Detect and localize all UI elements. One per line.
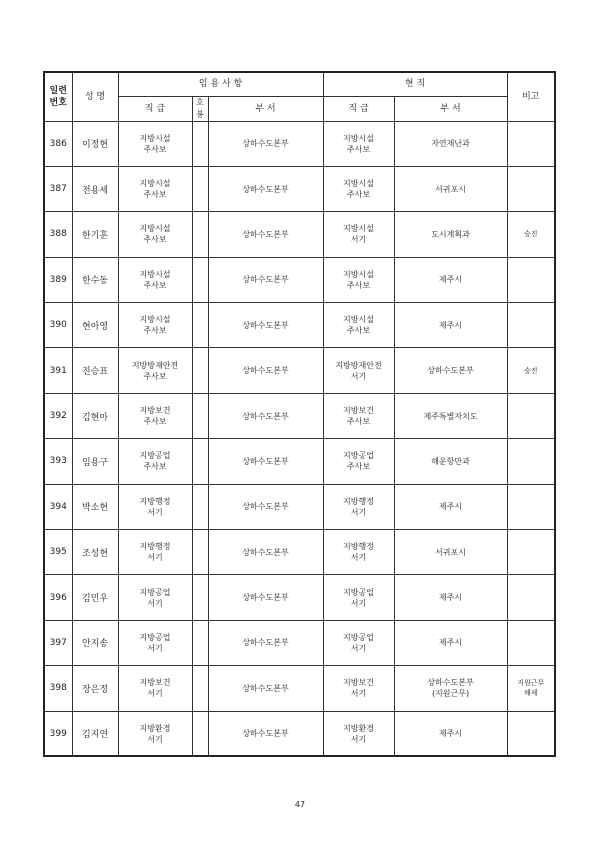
name-cell: 진승표 bbox=[72, 348, 118, 393]
hobong-cell bbox=[192, 393, 208, 438]
table-row bbox=[44, 257, 555, 302]
hobong-cell bbox=[192, 484, 208, 529]
remarks-cell: 승진 bbox=[507, 348, 555, 393]
name-cell: 한기훈 bbox=[72, 212, 118, 257]
current-department-cell: 제주시 bbox=[394, 620, 507, 665]
serial-number-cell: 393 bbox=[44, 439, 72, 484]
personnel-appointment-table bbox=[43, 71, 556, 757]
appointment-department-cell: 상하수도본부 bbox=[208, 212, 323, 257]
current-department-cell: 상하수도본부 (지원근무) bbox=[394, 666, 507, 711]
current-grade-cell: 지방행정 서기 bbox=[323, 484, 394, 529]
name-cell: 안지송 bbox=[72, 620, 118, 665]
remarks-cell bbox=[507, 257, 555, 302]
current-department-cell: 서귀포시 bbox=[394, 166, 507, 211]
remarks-cell: 승진 bbox=[507, 212, 555, 257]
hobong-cell bbox=[192, 530, 208, 575]
appointment-department-cell: 상하수도본부 bbox=[208, 348, 323, 393]
hobong-cell bbox=[192, 166, 208, 211]
table-row bbox=[44, 166, 555, 211]
header-remarks: 비고 bbox=[507, 72, 555, 121]
table-row bbox=[44, 303, 555, 348]
remarks-cell bbox=[507, 575, 555, 620]
header-department: 부 서 bbox=[208, 96, 323, 121]
table-row bbox=[44, 666, 555, 711]
table-row bbox=[44, 484, 555, 529]
appointment-grade-cell: 지방환경 서기 bbox=[118, 711, 192, 756]
table-row bbox=[44, 393, 555, 438]
name-cell: 김현아 bbox=[72, 393, 118, 438]
table-row bbox=[44, 121, 555, 166]
current-department-cell: 제주특별자치도 bbox=[394, 393, 507, 438]
appointment-department-cell: 상하수도본부 bbox=[208, 711, 323, 756]
name-cell: 조성현 bbox=[72, 530, 118, 575]
current-department-cell: 제주시 bbox=[394, 303, 507, 348]
appointment-grade-cell: 지방행정 서기 bbox=[118, 530, 192, 575]
serial-number-cell: 390 bbox=[44, 303, 72, 348]
remarks-cell bbox=[507, 303, 555, 348]
serial-number-cell: 396 bbox=[44, 575, 72, 620]
hobong-cell bbox=[192, 711, 208, 756]
page-number: 47 bbox=[294, 800, 306, 809]
appointment-grade-cell: 지방행정 서기 bbox=[118, 484, 192, 529]
hobong-cell bbox=[192, 303, 208, 348]
appointment-department-cell: 상하수도본부 bbox=[208, 257, 323, 302]
serial-number-cell: 398 bbox=[44, 666, 72, 711]
name-cell: 박소현 bbox=[72, 484, 118, 529]
remarks-cell bbox=[507, 166, 555, 211]
appointment-grade-cell: 지방보건 서기 bbox=[118, 666, 192, 711]
current-department-cell: 자연재난과 bbox=[394, 121, 507, 166]
remarks-cell: 지원근무 해제 bbox=[507, 666, 555, 711]
appointment-grade-cell: 지방시설 주사보 bbox=[118, 257, 192, 302]
appointment-department-cell: 상하수도본부 bbox=[208, 620, 323, 665]
appointment-grade-cell: 지방공업 서기 bbox=[118, 620, 192, 665]
current-department-cell: 도시계획과 bbox=[394, 212, 507, 257]
current-department-cell: 해운항만과 bbox=[394, 439, 507, 484]
remarks-cell bbox=[507, 484, 555, 529]
name-cell: 전용세 bbox=[72, 166, 118, 211]
appointment-department-cell: 상하수도본부 bbox=[208, 484, 323, 529]
appointment-department-cell: 상하수도본부 bbox=[208, 439, 323, 484]
header-grade: 직 급 bbox=[118, 96, 192, 121]
hobong-cell bbox=[192, 212, 208, 257]
current-grade-cell: 지방공업 주사보 bbox=[323, 439, 394, 484]
current-grade-cell: 지방보건 서기 bbox=[323, 666, 394, 711]
serial-number-cell: 397 bbox=[44, 620, 72, 665]
current-grade-cell: 지방공업 서기 bbox=[323, 575, 394, 620]
name-cell: 장은정 bbox=[72, 666, 118, 711]
appointment-department-cell: 상하수도본부 bbox=[208, 393, 323, 438]
serial-number-cell: 387 bbox=[44, 166, 72, 211]
hobong-cell bbox=[192, 439, 208, 484]
hobong-cell bbox=[192, 575, 208, 620]
serial-number-cell: 399 bbox=[44, 711, 72, 756]
current-department-cell: 상하수도본부 bbox=[394, 348, 507, 393]
serial-number-cell: 392 bbox=[44, 393, 72, 438]
remarks-cell bbox=[507, 393, 555, 438]
current-grade-cell: 지방시설 주사보 bbox=[323, 257, 394, 302]
current-grade-cell: 지방보건 주사보 bbox=[323, 393, 394, 438]
appointment-department-cell: 상하수도본부 bbox=[208, 666, 323, 711]
serial-number-cell: 394 bbox=[44, 484, 72, 529]
appointment-department-cell: 상하수도본부 bbox=[208, 121, 323, 166]
remarks-cell bbox=[507, 620, 555, 665]
hobong-cell bbox=[192, 121, 208, 166]
header-current-department: 부 서 bbox=[394, 96, 507, 121]
current-department-cell: 제주시 bbox=[394, 711, 507, 756]
serial-number-cell: 388 bbox=[44, 212, 72, 257]
table-body bbox=[44, 121, 555, 756]
serial-number-cell: 389 bbox=[44, 257, 72, 302]
name-cell: 현아영 bbox=[72, 303, 118, 348]
header-current-position: 현 직 bbox=[323, 72, 507, 96]
hobong-cell bbox=[192, 666, 208, 711]
name-cell: 한수동 bbox=[72, 257, 118, 302]
current-grade-cell: 지방환경 서기 bbox=[323, 711, 394, 756]
name-cell: 김민우 bbox=[72, 575, 118, 620]
appointment-grade-cell: 지방공업 주사보 bbox=[118, 439, 192, 484]
table-row bbox=[44, 620, 555, 665]
appointment-grade-cell: 지방시설 주사보 bbox=[118, 212, 192, 257]
header-current-grade: 직 급 bbox=[323, 96, 394, 121]
appointment-department-cell: 상하수도본부 bbox=[208, 303, 323, 348]
appointment-grade-cell: 지방보건 주사보 bbox=[118, 393, 192, 438]
current-grade-cell: 지방방재안전 서기 bbox=[323, 348, 394, 393]
current-department-cell: 서귀포시 bbox=[394, 530, 507, 575]
serial-number-cell: 395 bbox=[44, 530, 72, 575]
table-row bbox=[44, 575, 555, 620]
appointment-department-cell: 상하수도본부 bbox=[208, 166, 323, 211]
table-row bbox=[44, 439, 555, 484]
remarks-cell bbox=[507, 439, 555, 484]
current-grade-cell: 지방공업 서기 bbox=[323, 620, 394, 665]
header-serial-number: 일련 번호 bbox=[44, 72, 72, 121]
header-hobong: 호봉 bbox=[192, 96, 208, 121]
name-cell: 김지연 bbox=[72, 711, 118, 756]
appointment-grade-cell: 지방시설 주사보 bbox=[118, 303, 192, 348]
appointment-grade-cell: 지방방재안전 주사보 bbox=[118, 348, 192, 393]
table-row bbox=[44, 711, 555, 756]
hobong-cell bbox=[192, 257, 208, 302]
name-cell: 이정현 bbox=[72, 121, 118, 166]
serial-number-cell: 386 bbox=[44, 121, 72, 166]
remarks-cell bbox=[507, 121, 555, 166]
appointment-department-cell: 상하수도본부 bbox=[208, 575, 323, 620]
current-department-cell: 제주시 bbox=[394, 257, 507, 302]
name-cell: 임용구 bbox=[72, 439, 118, 484]
hobong-cell bbox=[192, 620, 208, 665]
table-row bbox=[44, 530, 555, 575]
appointment-grade-cell: 지방공업 서기 bbox=[118, 575, 192, 620]
current-grade-cell: 지방시설 주사보 bbox=[323, 303, 394, 348]
current-grade-cell: 지방시설 주사보 bbox=[323, 121, 394, 166]
appointment-grade-cell: 지방시설 주사보 bbox=[118, 121, 192, 166]
header-name: 성 명 bbox=[72, 72, 118, 121]
table-row bbox=[44, 348, 555, 393]
appointment-department-cell: 상하수도본부 bbox=[208, 530, 323, 575]
current-grade-cell: 지방시설 주사보 bbox=[323, 166, 394, 211]
current-department-cell: 제주시 bbox=[394, 575, 507, 620]
current-department-cell: 제주시 bbox=[394, 484, 507, 529]
header-appointment: 임 용 사 항 bbox=[118, 72, 323, 96]
current-grade-cell: 지방시설 서기 bbox=[323, 212, 394, 257]
table-row bbox=[44, 212, 555, 257]
hobong-cell bbox=[192, 348, 208, 393]
serial-number-cell: 391 bbox=[44, 348, 72, 393]
remarks-cell bbox=[507, 530, 555, 575]
remarks-cell bbox=[507, 711, 555, 756]
current-grade-cell: 지방행정 서기 bbox=[323, 530, 394, 575]
appointment-grade-cell: 지방시설 주사보 bbox=[118, 166, 192, 211]
